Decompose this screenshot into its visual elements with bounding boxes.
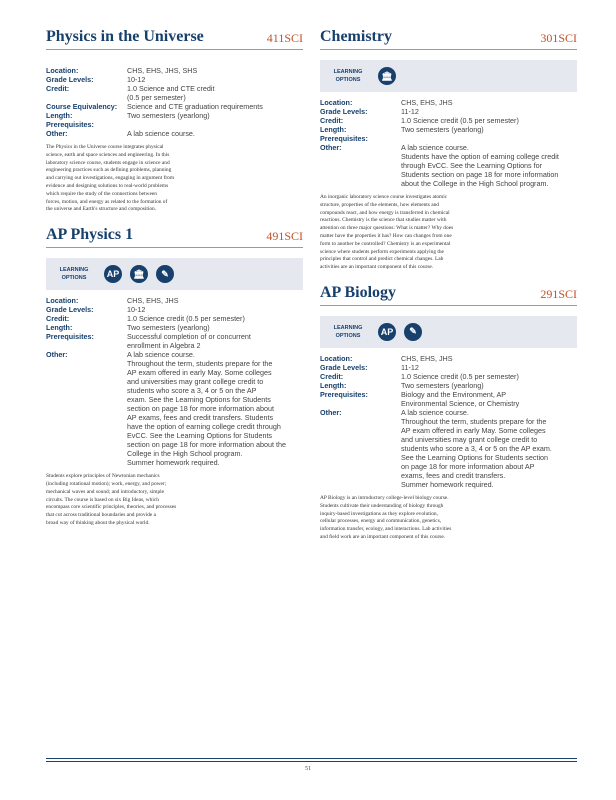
field-row [46, 129, 303, 138]
field-row [320, 116, 577, 125]
field-row [46, 350, 303, 467]
field-row [320, 408, 577, 489]
field-value: A lab science course. [127, 129, 195, 138]
field-row [46, 102, 303, 111]
field-row [46, 296, 303, 305]
course-fields [46, 66, 303, 138]
learning-options-icons [378, 67, 396, 85]
learning-options-label: LEARNING OPTIONS [59, 267, 89, 282]
course-title: Physics in the Universe [46, 28, 204, 45]
field-value: CHS, EHS, JHS, SHS [127, 66, 198, 75]
field-row [46, 323, 303, 332]
field-value: Two semesters (yearlong) [127, 323, 210, 333]
field-value: 1.0 Science credit (0.5 per semester) [127, 314, 245, 324]
field-value: Two semesters (yearlong) [127, 111, 210, 120]
field-label: Prerequisites: [320, 389, 368, 399]
field-value: Biology and the Environment, AP Environmental Science, or Chemistry [401, 389, 520, 408]
field-value: 1.0 Science credit (0.5 per semester) [401, 371, 519, 381]
field-row [46, 75, 303, 84]
field-label: Location: [46, 66, 79, 75]
ap-option-icon: AP [378, 323, 396, 341]
course-block [46, 28, 303, 214]
course-block [320, 28, 577, 272]
course-description: Students explore principles of Newtonian mechanics (including rotational motion); work, energy, and power; mechanical waves and sound; and introductory, simple circuits. The course is based on six Big Ideas, which encompass core scientific principles, theories, and processes that cut across traditional boundaries and provide a broad way of thinking about the physical world. [46, 473, 177, 526]
field-value: 10-12 [127, 75, 146, 84]
course-code: 291SCI [540, 286, 577, 301]
field-label: Prerequisites: [46, 332, 94, 342]
field-value: 11-12 [401, 362, 419, 372]
course-header [46, 226, 303, 248]
field-row [46, 84, 303, 102]
field-label: Location: [320, 98, 353, 107]
field-row [46, 332, 303, 350]
field-label: Length: [320, 125, 347, 134]
field-label: Grade Levels: [46, 75, 94, 84]
course-fields [46, 296, 303, 467]
field-label: Credit: [46, 84, 70, 93]
course-header [46, 28, 303, 50]
field-row [320, 143, 577, 188]
field-row [46, 314, 303, 323]
field-row [46, 120, 303, 129]
field-value [127, 120, 303, 129]
field-label: Prerequisites: [320, 134, 368, 143]
field-label: Length: [46, 323, 73, 333]
field-row [320, 354, 577, 363]
field-label: Other: [46, 129, 68, 138]
field-value: Science and CTE graduation requirements [127, 102, 263, 111]
field-value: Two semesters (yearlong) [401, 125, 484, 134]
course-description: An inorganic laboratory science course investigates atomic structure, properties of the elements, how elements and compounds react, and how energy is transferred in chemical reactions. Chemistry is the science that studies matter with attention on three major questions: What is matter? Why does matter have the properties it has? How can changes from one form to another be controlled? Chemistry is an experimental science where students perform experiments applying the principles that control and predict chemical changes. Lab activities are an important component of this course. [320, 194, 454, 271]
field-row [320, 125, 577, 134]
field-row [320, 372, 577, 381]
field-label: Other: [46, 350, 68, 360]
course-header [320, 284, 577, 306]
course-description: AP Biology is an introductory college-level biology course. Students cultivate their understanding of biology through inquiry-based investigations as they explore evolution, cellular processes, energy and communication, genetics, information transfer, ecology, and interactions. Lab activities and field work are an important component of this course. [320, 494, 452, 540]
ap-option-icon: AP [104, 265, 122, 283]
course-description: The Physics in the Universe course integrates physical science, earth and space sciences and engineering. In this laboratory science course, students engage in science and engineering practices such as defining problems, planning and carrying out investigations, engaging in argument from evidence and designing solutions to real-world problems which require the study of the connections between forces, motion, and energy as related to the formation of the universe and Earth's structure and composition. [46, 144, 175, 213]
right-column [320, 28, 577, 554]
field-label: Location: [320, 353, 353, 363]
field-row [320, 390, 577, 408]
field-value: CHS, EHS, JHS [401, 98, 453, 107]
learning-options-bar [320, 60, 577, 92]
learning-options-bar [46, 258, 303, 290]
field-value [401, 134, 577, 143]
course-fields [320, 98, 577, 188]
field-value: 11-12 [401, 107, 419, 116]
field-label: Credit: [320, 371, 344, 381]
field-row [46, 305, 303, 314]
course-title: Chemistry [320, 28, 392, 45]
online-option-icon: ✎ [404, 323, 422, 341]
course-code: 301SCI [540, 31, 577, 45]
field-label: Grade Levels: [320, 362, 368, 372]
learning-options-label: LEARNING OPTIONS [333, 69, 363, 83]
course-block [46, 226, 303, 528]
course-block [320, 284, 577, 542]
field-value: Two semesters (yearlong) [401, 380, 484, 390]
learning-options-bar [320, 316, 577, 348]
learning-options-label: LEARNING OPTIONS [333, 324, 363, 339]
college-option-icon: 🏛 [130, 265, 148, 283]
course-code: 491SCI [266, 229, 303, 244]
field-row [320, 381, 577, 390]
field-row [46, 66, 303, 75]
field-value: A lab science course. Students have the option of earning college credit through EvCC. See the Learning Options for Students section on page 18 for more information about the College in the High School program. [401, 143, 559, 188]
footer-rule-top [46, 758, 577, 759]
field-value: 1.0 Science and CTE credit (0.5 per semester) [127, 84, 215, 102]
field-label: Location: [46, 296, 79, 306]
course-header [320, 28, 577, 50]
field-value: CHS, EHS, JHS [127, 296, 179, 306]
field-row [320, 98, 577, 107]
left-column [46, 28, 303, 540]
field-label: Prerequisites: [46, 120, 94, 129]
field-row [46, 111, 303, 120]
field-label: Other: [320, 143, 342, 152]
field-row [320, 107, 577, 116]
field-label: Grade Levels: [46, 305, 94, 315]
field-value: A lab science course. Throughout the term, students prepare for the AP exam offered in early May. Some colleges and universities may grant college credit to students who score a 3, 4 or 5 on the AP exam. See the Learning Options for Students section on page 18 for more information about AP exams, fees and credit transfers. Summer homework required. [401, 407, 552, 489]
college-option-icon: 🏛 [378, 67, 396, 85]
field-label: Length: [46, 111, 73, 120]
field-row [320, 134, 577, 143]
learning-options-icons [378, 323, 422, 341]
course-title: AP Biology [320, 283, 397, 301]
field-label: Course Equivalency: [46, 102, 118, 111]
course-code: 411SCI [266, 31, 303, 45]
field-label: Length: [320, 380, 347, 390]
course-title: AP Physics 1 [46, 226, 134, 244]
field-value: 10-12 [127, 305, 146, 315]
field-value: CHS, EHS, JHS [401, 353, 453, 363]
field-label: Credit: [46, 314, 70, 324]
online-option-icon: ✎ [156, 265, 174, 283]
field-value: 1.0 Science credit (0.5 per semester) [401, 116, 519, 125]
field-row [320, 363, 577, 372]
field-label: Grade Levels: [320, 107, 368, 116]
footer-rule-bottom [46, 761, 577, 762]
learning-options-icons [104, 265, 174, 283]
field-value: Successful completion of or concurrent enrollment in Algebra 2 [127, 332, 251, 351]
page-number: 51 [305, 766, 311, 772]
course-fields [320, 354, 577, 489]
field-label: Credit: [320, 116, 344, 125]
field-value: A lab science course. Throughout the term, students prepare for the AP exam offered in early May. Some colleges and universities may grant college credit to students who score a 3, 4 or 5 on the AP exam. See the Learning Options for Students section on page 18 for more information about AP exams, fees and credit transfers. Students have the option of earning college credit through EvCC. See the Learning Options for Students section on page 18 for more information about the College in the High School program. Summer homework required. [127, 350, 287, 468]
field-label: Other: [320, 407, 342, 417]
